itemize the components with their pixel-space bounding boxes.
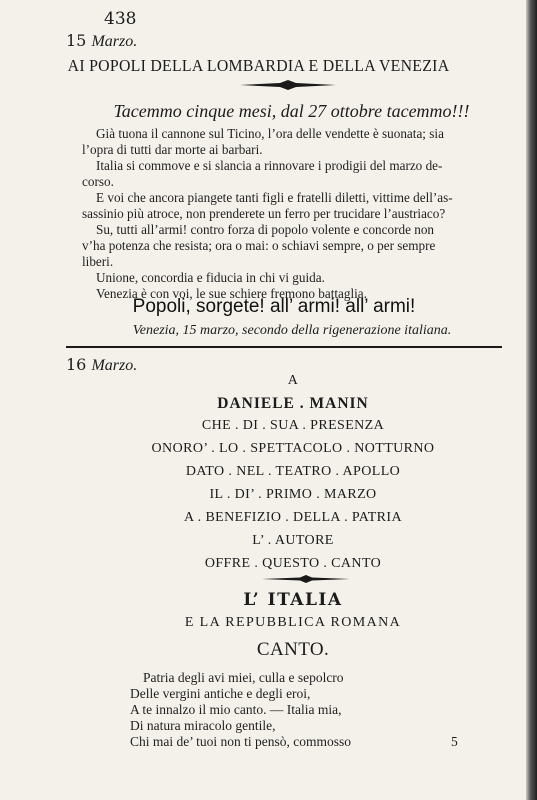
body-line: Già tuona il cannone sul Ticino, l’ora delle vendette è suonata; sia — [96, 126, 444, 141]
body-line: liberi. — [82, 254, 114, 269]
dedication-line: IL . DI’ . PRIMO . MARZO — [209, 487, 377, 502]
signature-line: Venezia, 15 marzo, secondo della rigenerazione italiana. — [132, 323, 452, 338]
section-rule — [66, 346, 502, 348]
ornament-divider — [240, 80, 336, 90]
poem-line: A te innalzo il mio canto. — Italia mia, — [130, 702, 342, 717]
dedication-line: OFFRE . QUESTO . CANTO — [204, 556, 382, 571]
body-line: Italia si commove e si slancia a rinnovare i prodigii del marzo de- — [96, 158, 443, 173]
poem-line: Chi mai de’ tuoi non ti pensò, commosso — [130, 734, 351, 749]
body-line: Venezia è con voi, le sue schiere fremono battaglia. — [96, 286, 367, 301]
section-date-15-march — [66, 31, 137, 51]
body-line: corso. — [82, 174, 114, 189]
canto-heading: CANTO. — [256, 639, 330, 660]
dedication-line: DATO . NEL . TEATRO . APOLLO — [185, 464, 401, 479]
poem-line: Patria degli avi miei, culla e sepolcro — [143, 670, 344, 685]
poem-line: Delle vergini antiche e degli eroi, — [130, 686, 311, 701]
poem-line: Di natura miracolo gentile, — [130, 718, 276, 733]
body-line: Su, tutti all’armi! contro forza di popolo volente e concorde non — [96, 222, 435, 237]
date-month: Marzo. — [91, 357, 138, 374]
dedication-name: DANIELE . MANIN — [217, 395, 369, 412]
date-number: 16 — [66, 355, 87, 374]
dedication-line: CHE . DI . SUA . PRESENZA — [201, 418, 385, 433]
rally-cry: Popoli, sorgete! all’ armi! all’ armi! — [132, 296, 416, 317]
date-month: Marzo. — [91, 33, 138, 50]
body-line: v’ha potenza che resista; ora o mai: o schiavi sempre, o per sempre — [82, 238, 436, 253]
poem-title: L’ ITALIA — [243, 590, 343, 610]
page-edge-shadow — [526, 0, 537, 800]
dedication-line: L’ . AUTORE — [252, 533, 334, 548]
proclamation-subtitle: Tacemmo cinque mesi, dal 27 ottobre tacemmo!!! — [113, 101, 470, 121]
body-line: Unione, concordia e fiducia in chi vi guida. — [96, 270, 325, 285]
body-line: E voi che ancora piangete tanti figli e fratelli diletti, vittime dell’as- — [96, 190, 453, 205]
body-line: l’opra di tutti dar morte ai barbari. — [82, 142, 263, 157]
dedication-line: A — [287, 373, 299, 388]
dedication-line: A . BENEFIZIO . DELLA . PATRIA — [184, 510, 402, 525]
poem-subtitle: E LA REPUBBLICA ROMANA — [184, 615, 402, 630]
ornament-divider — [262, 575, 350, 583]
body-line: sassinio più atroce, non prenderete un ferro per trucidare l’austriaco? — [82, 206, 446, 221]
dedication-line: ONORO’ . LO . SPETTACOLO . NOTTURNO — [151, 441, 435, 456]
proclamation-title: AI POPOLI DELLA LOMBARDIA E DELLA VENEZIA — [67, 56, 450, 75]
line-number: 5 — [451, 734, 458, 749]
date-number: 15 — [66, 31, 87, 50]
section-date-16-march — [66, 355, 137, 375]
page-number: 438 — [104, 9, 137, 29]
